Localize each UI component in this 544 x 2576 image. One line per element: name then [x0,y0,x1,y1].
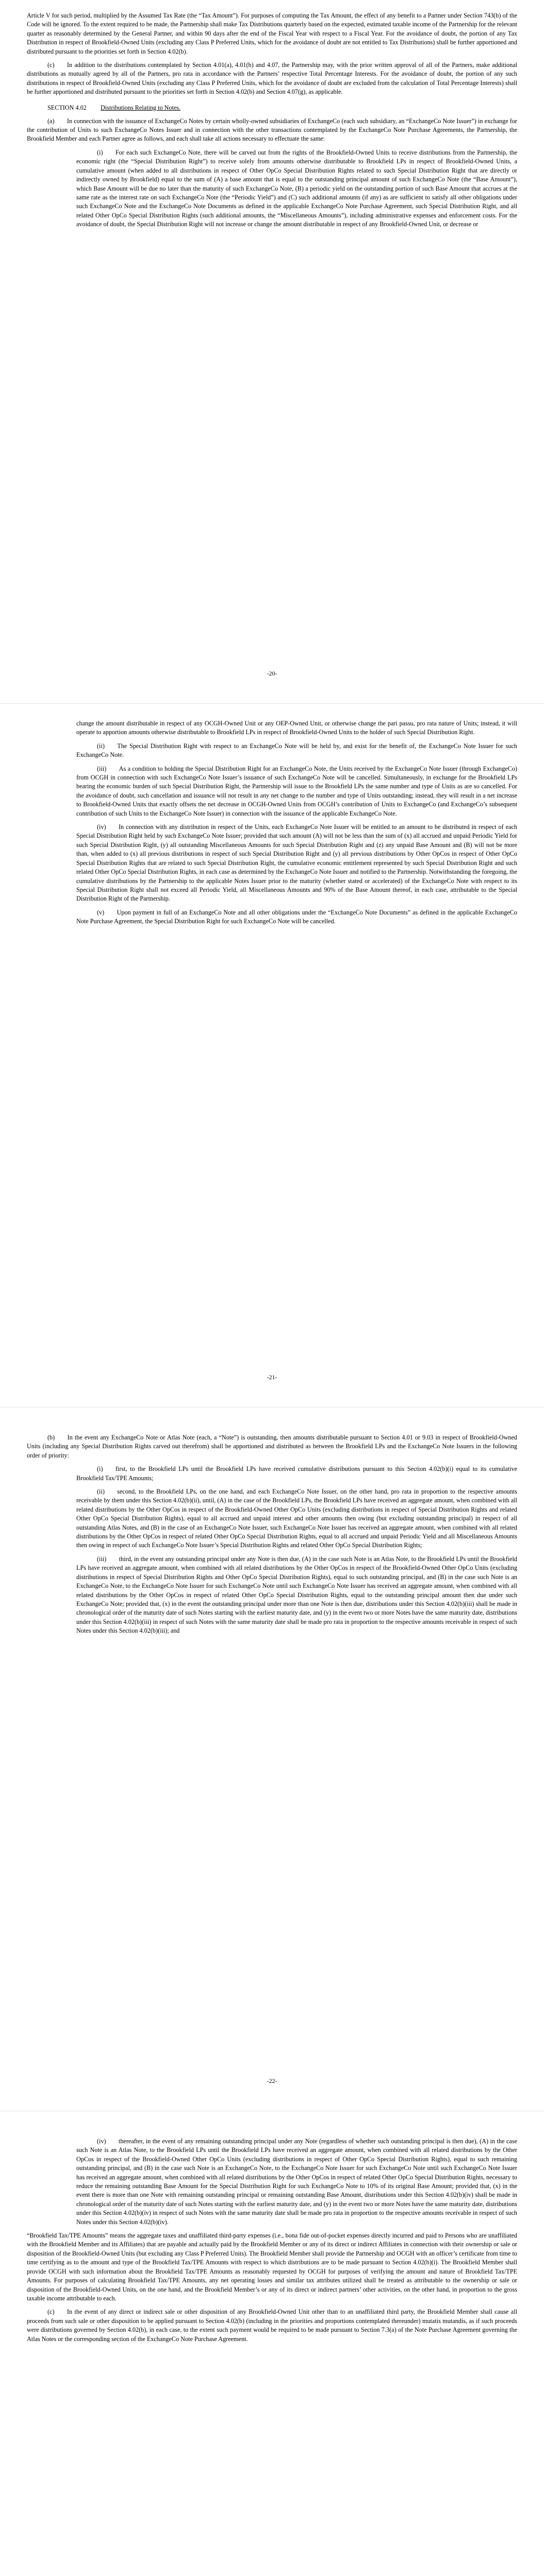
section-heading [47,104,517,112]
page-20 [0,0,544,703]
paragraph: change the amount distributable in respect of any OCGH-Owned Unit or any OEP-Owned Unit, or otherwise change the pari passu, pro rata nature of Units; instead, it will operate to apportion amounts otherwise distributable to Brookfield LPs in respect of Brookfield-Owned Units to the holder of such Special Distribution Right. [76,720,517,736]
paragraph: (iii) As a condition to holding the Special Distribution Right for an ExchangeCo Note, the Units received by the ExchangeCo Note Issuer (through ExchangeCo) from OCGH in connection with such ExchangeCo Note Issuer’s issuance of such ExchangeCo Note will be cancelled. Simultaneously, in exchange for the Brookfield LPs bearing the economic burden of such Special Distribution Right, the Partnership will issue to the Brookfield LPs the same number and type of Units as are so cancelled. For the avoidance of doubt, such cancellation and issuance will not result in any net change to the number and type of Units outstanding; instead, they will result in a net increase to Brookfield-Owned Units that exactly offsets the net decrease in OCGH-Owned Units from OCGH’s contribution of Units to ExchangeCo (and ExchangeCo’s subsequent contribution of such Units to the ExchangeCo Note Issuer) in connection with the issuance of the applicable ExchangeCo Note. [76,765,517,817]
page-number: -20- [267,670,277,677]
paragraph: (i) first, to the Brookfield LPs until the Brookfield LPs have received cumulative distributions pursuant to this Section 4.02(b)(i) equal to its cumulative Brookfield Tax/TPE Amounts; [76,1465,517,1482]
paragraph: (ii) The Special Distribution Right with respect to an ExchangeCo Note will be held by, and exist for the benefit of, the ExchangeCo Note Issuer for such ExchangeCo Note. [76,742,517,759]
page-content [27,719,517,931]
page-21 [0,704,544,1407]
paragraph: Article V for such period, multiplied by the Assumed Tax Rate (the “Tax Amount”). For purposes of computing the Tax Amount, the effect of any benefit to a Partner under Section 743(b) of the Code will be ignored. To the extent required to be made, the Partnership shall make Tax Distributions quarterly based on the expected, estimated taxable income of the Partnership for the relevant quarter as reasonably determined by the General Partner, and within 90 days after the end of the Fiscal Year with respect to a Fiscal Year. For the avoidance of doubt, the portion of any Tax Distribution in respect of Brookfield-Owned Units (excluding any Class P Preferred Units, which for the avoidance of doubt are not entitled to Tax Distributions) shall be further apportioned and distributed pursuant to the priorities set forth in Section 4.02(b). [27,12,517,55]
paragraph: (v) Upon payment in full of an ExchangeCo Note and all other obligations under the “ExchangeCo Note Documents” as defined in the applicable ExchangeCo Note Purchase Agreement, the Special Distribution Right for such ExchangeCo Note will be cancelled. [76,908,517,925]
page-content [27,2137,517,2348]
paragraph: “Brookfield Tax/TPE Amounts” means the aggregate taxes and unaffiliated third-party expenses (i.e., bona fide out-of-pocket expenses directly incurred and paid to Persons who are unaffiliated with the Brookfield Member and its Affiliates) that are payable and actually paid by the Brookfield Member or any of its direct or indirect Affiliates in connection with their ownership or sale or disposition of the Brookfield-Owned Units (but excluding any Class P Preferred Units). The Brookfield Member shall provide the Partnership and OCGH with an officer’s certificate from time to time certifying as to the amount and type of the Brookfield Tax/TPE Amounts with respect to which distributions are to be made pursuant to Section 4.02(b)(i). The Brookfield Member shall provide OCGH with such information about the Brookfield Tax/TPE Amounts as reasonably requested by OCGH for purposes of verifying the amount and nature of Brookfield Tax/TPE Amounts. For purposes of calculating Brookfield Tax/TPE Amounts, any net operating losses and similar tax attributes utilized shall be treated as attributable to the ownership or sale or disposition of the Brookfield-Owned Units, on the one hand, and the Brookfield Member’s or any of its direct or indirect partners’ other activities, on the other hand, in proportion to the gross taxable income attributable to each. [27,2232,517,2302]
paragraph: (b) In the event any ExchangeCo Note or Atlas Note (each, a “Note”) is outstanding, then amounts distributable pursuant to Section 4.01 or 9.03 in respect of Brookfield-Owned Units (including any Special Distribution Rights carved out therefrom) shall be apportioned and distributed as between the Brookfield LPs and the ExchangeCo Note Issuers in the following order of priority: [27,1434,517,1459]
paragraph: (iv) In connection with any distribution in respect of the Units, each ExchangeCo Note Issuer will be entitled to an amount to be distributed in respect of each Special Distribution Right held by such ExchangeCo Note Issuer; provided that such amount (A) will not be less than the sum of (x) all accrued and unpaid Periodic Yield for such Special Distribution Right, (y) all outstanding Miscellaneous Amounts for such Special Distribution Right and (z) any unpaid Base Amount and (B) will not be more than, when added to (x) all previous distributions in respect of such Special Distribution Right and (y) all previous distributions by Other OpCos in respect of Other OpCo Special Distribution Rights that are related to such Special Distribution Right, the cumulative economic entitlement represented by such Special Distribution Right and such related Other OpCo Special Distribution Rights, in each case as determined by the ExchangeCo Note Issuer and notified to the Partnership. Notwithstanding the foregoing, the cumulative distributions by the Partnership to the applicable Notes Issuer prior to the maturity (whether stated or accelerated) of the ExchangeCo Note with respect to its Special Distribution Right shall not exceed all Periodic Yield, all Miscellaneous Amounts and 90% of the Base Amount thereof, in each case, attributable to the Special Distribution Right of the Partnership. [76,823,517,903]
page-number: -21- [267,1374,277,1381]
paragraph: (iv) thereafter, in the event of any remaining outstanding principal under any Note (regardless of whether such outstanding principal is then due), (A) in the case such Note is an Atlas Note, to the Brookfield LPs until the Brookfield LPs have received an aggregate amount, when combined with all related distributions by the Other OpCos in respect of the Brookfield-Owned Other OpCo Units (excluding distributions in respect of Other OpCo Special Distribution Rights), equal to such remaining outstanding principal, and (B) in the case such Note is an ExchangeCo Note, to the ExchangeCo Note Issuer for such ExchangeCo Note until such ExchangeCo Note Issuer has received an aggregate amount, when combined with all related distributions by the Other OpCos in respect of related Other OpCo Special Distribution Rights, necessary to reduce the remaining outstanding Base Amount for the Special Distribution Right for such ExchangeCo Note to 10% of its original Base Amount; provided that, (x) in the event there is more than one Note with remaining outstanding principal or remaining outstanding Base Amount, distributions under this Section 4.02(b)(iv) shall be made in chronological order of the maturity date of such Notes starting with the earliest maturity date, and (y) in the event two or more Notes have the same maturity date, distributions under this Section 4.02(b)(iv) in respect of such Notes with the same maturity date shall be made pro rata in proportion to the respective amounts receivable in respect of such Notes under this Section 4.02(b)(iv). [76,2138,517,2226]
paragraph: (a) In connection with the issuance of ExchangeCo Notes by certain wholly-owned subsidiaries of ExchangeCo (each such subsidiary, an “ExchangeCo Note Issuer”) in exchange for the contribution of Units to such ExchangeCo Notes Issuer and in connection with the other transactions contemplated by the ExchangeCo Note Purchase Agreements, the Partnership, the Brookfield Member and each Partner agree as follows, and each shall take all actions necessary to effectuate the same: [27,117,517,143]
page-number: -22- [267,2077,277,2084]
paragraph: (c) In the event of any direct or indirect sale or other disposition of any Brookfield-Owned Unit other than to an unaffiliated third party, the Brookfield Member shall cause all proceeds from such sale or other disposition to be applied pursuant to Section 4.02(b) (including in the priorities and proportions contemplated thereunder) mutatis mutandis, as if such proceeds were distributions governed by Section 4.02(b), in each case, to the extent such payment would be required to be made pursuant to Section 7.3(a) of the Note Purchase Agreement governing the Atlas Notes or the corresponding section of the ExchangeCo Note Purchase Agreement. [27,2308,517,2343]
page-content [27,11,517,234]
section-number: SECTION 4.02 [47,104,87,111]
paragraph: (ii) second, to the Brookfield LPs, on the one hand, and each ExchangeCo Note Issuer, on the other hand, pro rata in proportion to the respective amounts receivable by them under this Section 4.02(b)(ii), until, (A) in the case of the Brookfield LPs, the Brookfield LPs have received an aggregate amount, when combined with all related distributions by the Other OpCos in respect of the Brookfield-Owned Other OpCo Units (excluding distributions in respect of Special Distribution Rights and related Other OpCo Special Distribution Rights), equal to all accrued and unpaid interest and other amounts then owing (but excluding outstanding principal) in respect of all outstanding Atlas Notes, and (B) in the case of an ExchangeCo Note Issuer, such ExchangeCo Note Issuer has received an aggregate amount, when combined with all related distributions by the Other OpCos in respect of related Other OpCo Special Distribution Rights, equal to all accrued and unpaid Periodic Yield and all Miscellaneous Amounts then owing in respect of such ExchangeCo Note Issuer’s Special Distribution Rights and related Other OpCo Special Distribution Rights; [76,1488,517,1549]
page-23 [0,2111,544,2576]
paragraph: (i) For each such ExchangeCo Note, there will be carved out from the rights of the Brookfield-Owned Units to receive distributions from the Partnership, the economic right (the “Special Distribution Right”) to receive solely from amounts otherwise distributable to Brookfield LPs in respect of Brookfield-Owned Units, a cumulative amount (when added to all distributions in respect of Other OpCo Special Distribution Rights related to such Special Distribution Right that are directly or indirectly owned by Brookfield) equal to the sum of (A) a base amount that is equal to the outstanding principal amount of such ExchangeCo Note (the “Base Amount”), which Base Amount will be due no later than the maturity of such ExchangeCo Note, (B) a periodic yield on the outstanding portion of such Base Amount that accrues at the same rate as the interest rate on such ExchangeCo Note (the “Periodic Yield”) and (C) such additional amounts (if any) as are sufficient to satisfy all other obligations under such ExchangeCo Note and the ExchangeCo Note Documents as defined in the applicable ExchangeCo Note Purchase Agreement, such Special Distribution Right, and all related Other OpCo Special Distribution Rights (such additional amounts, the “Miscellaneous Amounts”), including administrative expenses and enforcement costs. For the avoidance of doubt, the Special Distribution Right will not increase or change the amount distributable in respect of any Brookfield-Owned Unit, or decrease or [76,148,517,228]
paragraph: (c) In addition to the distributions contemplated by Section 4.01(a), 4.01(b) and 4.07, the Partnership may, with the prior written approval of all of the Partners, make additional distributions as mutually agreed by all of the Partners, pro rata in accordance with the Partners’ respective Total Percentage Interests. For the avoidance of doubt, the portion of any such distributions in respect of Brookfield-Owned Units (excluding any Class P Preferred Units, which for the avoidance of doubt are excluded from the calculation of Total Percentage Interests) shall be further apportioned and distributed pursuant to the priorities set forth in Section 4.02(b) and Section 4.07(g), as applicable. [27,61,517,96]
page-content [27,1433,517,1640]
paragraph: (iii) third, in the event any outstanding principal under any Note is then due, (A) in the case such Note is an Atlas Note, to the Brookfield LPs until the Brookfield LPs have received an aggregate amount, when combined with all related distributions by the Other OpCos in respect of the Brookfield-Owned Other OpCo Units (excluding distributions in respect of Special Distribution Rights and Other OpCo Special Distribution Rights), equal to such outstanding principal, and (B) in the case such Note is an ExchangeCo Note, to the ExchangeCo Note Issuer for such ExchangeCo Note until such ExchangeCo Note Issuer has received an aggregate amount, when combined with all related distributions by the Other OpCos in respect of related Other OpCo Special Distribution Rights, equal to the outstanding principal amount then due under such ExchangeCo Note; provided that, (x) in the event the outstanding principal under more than one Note is then due, distributions under this Section 4.02(b)(iii) shall be made in chronological order of the maturity date of such Notes starting with the earliest maturity date, and (y) in the event two or more Notes have the same maturity date, distributions under this Section 4.02(b)(iii) in respect of such Notes with the same maturity date shall be made pro rata in proportion to the respective amounts receivable in respect of such Notes under this Section 4.02(b)(iii); and [76,1555,517,1635]
page-22 [0,1408,544,2111]
section-title: Distributions Relating to Notes. [101,104,181,111]
